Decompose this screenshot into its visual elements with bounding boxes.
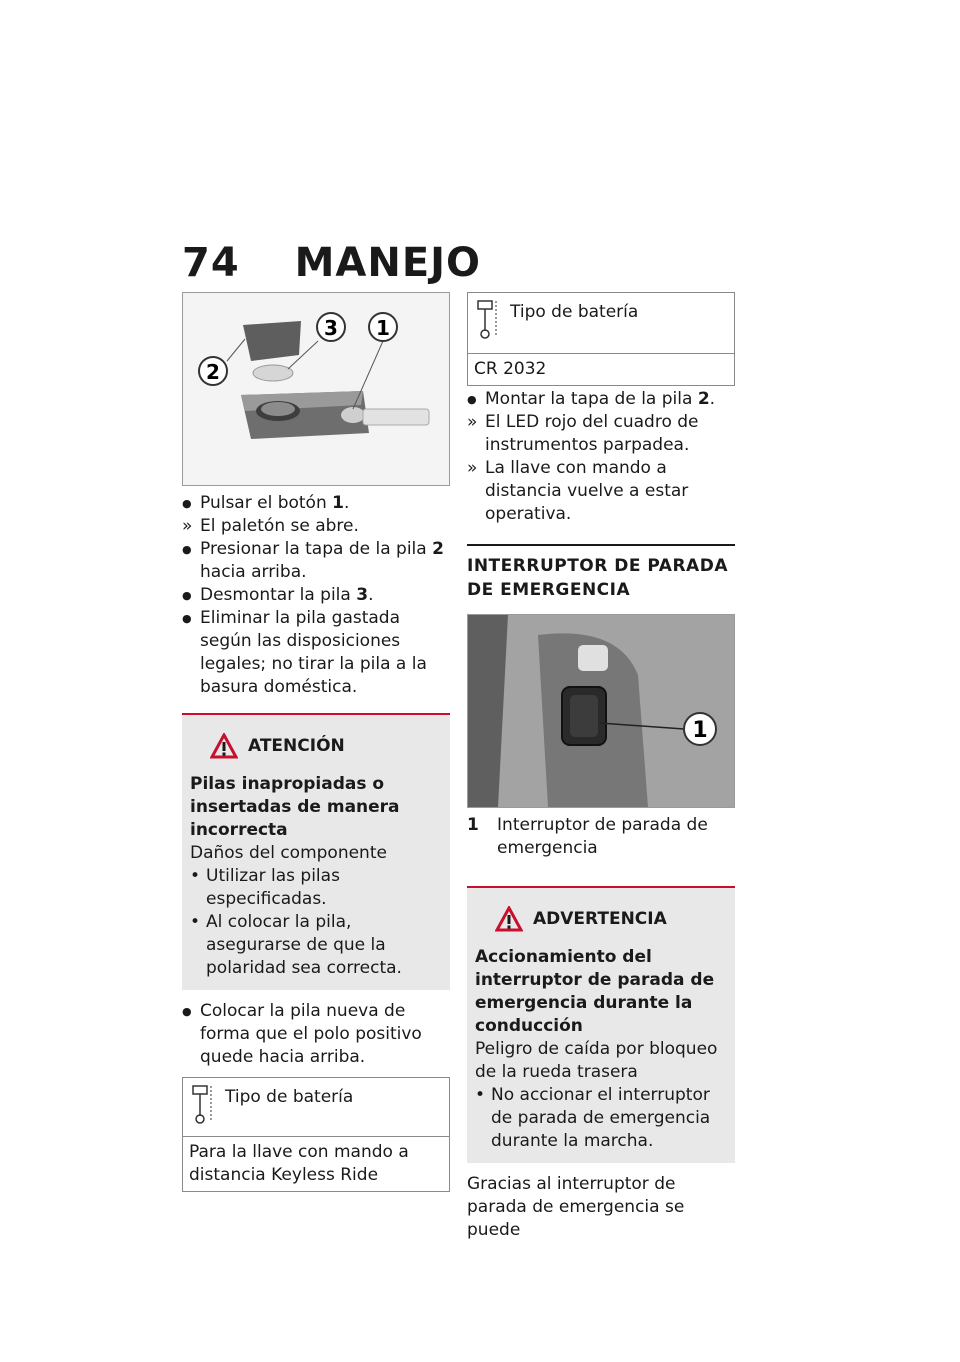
step-text: Montar la tapa de la pila [485, 389, 698, 409]
key-battery-figure [182, 292, 450, 486]
warning-triangle-icon [495, 906, 523, 932]
step-reference-number: 2 [697, 389, 710, 409]
spec-value: CR 2032 [474, 359, 547, 379]
step-text-tail: . [709, 389, 716, 409]
legend-text: Interruptor de parada de emergencia [497, 815, 708, 858]
step-reference-number: 2 [432, 539, 444, 559]
warning-item: • No accionar el interruptor de parada de emergencia durante la marcha. [475, 1084, 727, 1153]
closing-paragraph: Gracias al interruptor de parada de emergencia se puede [467, 1174, 685, 1240]
page-header [182, 240, 481, 286]
battery-spec-icon [476, 297, 500, 341]
page-title: MANEJO [294, 240, 482, 286]
step-text: Eliminar la pila gastada según las disposiciones legales; no tirar la pila a la basura doméstica. [200, 608, 427, 697]
instruction-step [467, 388, 735, 411]
step-text-tail: hacia arriba. [200, 562, 307, 582]
step-text-tail: . [343, 493, 350, 513]
step-text: Pulsar el botón [200, 493, 333, 513]
step-text: Presionar la tapa de la pila [200, 539, 433, 559]
spec-value: Para la llave con mando a distancia Keyless Ride [189, 1142, 409, 1185]
caution-consequence: Daños del componente [190, 843, 387, 863]
warning-title: ADVERTENCIA [533, 909, 667, 929]
caution-box [182, 713, 450, 990]
right-column [467, 292, 735, 1242]
page-number: 74 [182, 240, 240, 286]
callout-1: 1 [692, 718, 708, 743]
instruction-step [182, 584, 450, 607]
battery-spec-icon [191, 1082, 215, 1126]
step-reference-number: 1 [332, 493, 344, 513]
step-text: La llave con mando a distancia vuelve a estar operativa. [485, 458, 689, 524]
instruction-step [182, 607, 450, 699]
spec-label: Tipo de batería [225, 1087, 354, 1107]
caution-heading: Pilas inapropiadas o insertadas de manera incorrecta [190, 774, 400, 840]
warning-box [467, 886, 735, 1163]
figure-legend [467, 814, 735, 860]
step-text: El paletón se abre. [200, 516, 359, 536]
callout-3: 3 [324, 316, 338, 340]
insert-battery-step: ● Colocar la pila nueva de forma que el polo positivo quede hacia arriba. [182, 1000, 450, 1069]
key-illustration [183, 293, 449, 485]
warning-triangle-icon [210, 733, 238, 759]
battery-type-table [467, 292, 735, 386]
instruction-step [182, 492, 450, 515]
battery-spec-table [182, 1077, 450, 1192]
battery-removal-steps [182, 492, 450, 699]
callout-2: 2 [206, 360, 220, 384]
spec-label: Tipo de batería [510, 302, 639, 322]
caution-title: ATENCIÓN [248, 736, 345, 756]
step-text: El LED rojo del cuadro de instrumentos parpadea. [485, 412, 699, 455]
instruction-result [467, 411, 735, 457]
section-title: INTERRUPTOR DE PARADA DE EMERGENCIA [467, 544, 735, 602]
legend-number: 1 [467, 815, 479, 835]
instruction-result [182, 515, 450, 538]
caution-item: • Al colocar la pila, asegurarse de que la polaridad sea correcta. [190, 911, 442, 980]
instruction-step [182, 538, 450, 584]
battery-install-steps [467, 388, 735, 526]
emergency-switch-illustration [468, 615, 734, 807]
warning-heading: Accionamiento del interruptor de parada de emergencia durante la conducción [475, 947, 715, 1036]
step-text: Desmontar la pila [200, 585, 357, 605]
warning-consequence: Peligro de caída por bloqueo de la rueda trasera [475, 1039, 718, 1082]
step-text-tail: . [368, 585, 374, 605]
step-reference-number: 3 [356, 585, 369, 605]
instruction-result [467, 457, 735, 526]
left-column [182, 292, 450, 1192]
callout-1: 1 [376, 316, 390, 340]
caution-item: • Utilizar las pilas especificadas. [190, 865, 442, 911]
emergency-switch-figure [467, 614, 735, 808]
